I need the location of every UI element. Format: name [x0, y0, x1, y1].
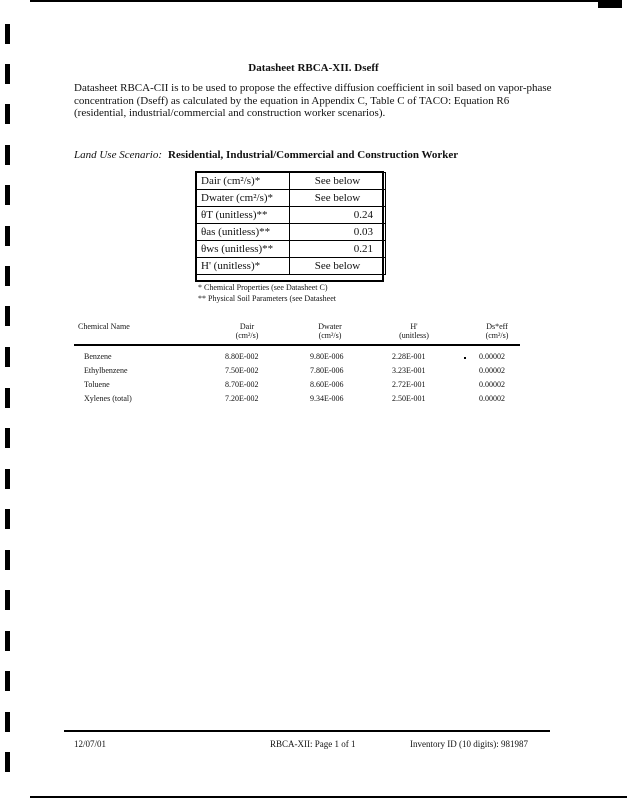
stray-mark [464, 357, 466, 359]
header-dair: Dair (cm²/s) [235, 322, 259, 340]
param-name: θT (unitless)** [197, 207, 290, 224]
binder-hole-mark [5, 347, 10, 367]
h-value: 3.23E-001 [392, 366, 426, 375]
dseff-value: 0.00002 [479, 366, 505, 375]
dseff-value: 0.00002 [479, 352, 505, 361]
dair-value: 7.20E-002 [225, 394, 259, 403]
top-border-line [30, 0, 620, 2]
dair-value: 8.70E-002 [225, 380, 259, 389]
header-dseff: Ds*eff (cm²/s) [485, 322, 509, 340]
param-value: 0.03 [290, 224, 386, 241]
param-name: Dwater (cm²/s)* [197, 190, 290, 207]
param-value: See below [290, 190, 386, 207]
param-row [197, 190, 386, 207]
footer-rule [64, 730, 550, 732]
binder-hole-mark [5, 145, 10, 165]
chemical-name: Ethylbenzene [84, 366, 128, 375]
header-chemical-name: Chemical Name [78, 322, 130, 331]
chemical-name: Toluene [84, 380, 110, 389]
param-value: 0.24 [290, 207, 386, 224]
binder-hole-mark [5, 24, 10, 44]
param-row [197, 258, 386, 275]
binder-hole-mark [5, 509, 10, 529]
param-value: 0.21 [290, 241, 386, 258]
chemical-name: Benzene [84, 352, 112, 361]
footer-inventory: Inventory ID (10 digits): 981987 [410, 739, 528, 749]
param-name: Dair (cm²/s)* [197, 173, 290, 190]
binder-hole-mark [5, 631, 10, 651]
binder-hole-mark [5, 671, 10, 691]
bottom-border-line [30, 796, 627, 798]
header-rule [74, 344, 520, 346]
scenario-label: Land Use Scenario: [74, 149, 162, 161]
footnote-chemical: * Chemical Properties (see Datasheet C) [198, 283, 328, 292]
footer-page: RBCA-XII: Page 1 of 1 [270, 739, 356, 749]
binder-hole-mark [5, 226, 10, 246]
binder-hole-mark [5, 550, 10, 570]
dseff-value: 0.00002 [479, 380, 505, 389]
dseff-value: 0.00002 [479, 394, 505, 403]
h-value: 2.50E-001 [392, 394, 426, 403]
binder-hole-mark [5, 388, 10, 408]
h-value: 2.28E-001 [392, 352, 426, 361]
parameter-table [196, 172, 386, 275]
binder-hole-mark [5, 306, 10, 326]
dwater-value: 9.34E-006 [310, 394, 344, 403]
param-row [197, 207, 386, 224]
param-row [197, 224, 386, 241]
param-name: θws (unitless)** [197, 241, 290, 258]
dair-value: 7.50E-002 [225, 366, 259, 375]
footer-date: 12/07/01 [74, 739, 107, 749]
param-row [197, 241, 386, 258]
param-row [197, 173, 386, 190]
binder-hole-mark [5, 752, 10, 772]
binder-hole-mark [5, 590, 10, 610]
header-h: H' (unitless) [399, 322, 429, 340]
dwater-value: 9.80E-006 [310, 352, 344, 361]
page-title: Datasheet RBCA-XII. Dseff [248, 62, 379, 74]
binder-hole-mark [5, 185, 10, 205]
chemical-name: Xylenes (total) [84, 394, 132, 403]
param-name: H' (unitless)* [197, 258, 290, 275]
top-corner-mark [598, 0, 622, 8]
param-value: See below [290, 258, 386, 275]
intro-paragraph: Datasheet RBCA-CII is to be used to propose the effective diffusion coefficient in soil based on vapor-phase concentration (Dseff) as calculated by the equation in Appendix C, Table C of TACO: Equation R6 (residential, industrial/commercial and construction worker scenarios). [74, 82, 552, 119]
dair-value: 8.80E-002 [225, 352, 259, 361]
binder-hole-mark [5, 104, 10, 124]
param-name: θas (unitless)** [197, 224, 290, 241]
dwater-value: 7.80E-006 [310, 366, 344, 375]
header-dwater: Dwater (cm²/s) [318, 322, 342, 340]
binder-hole-mark [5, 469, 10, 489]
scenario-value: Residential, Industrial/Commercial and Construction Worker [168, 149, 459, 161]
land-use-scenario [74, 149, 458, 161]
param-value: See below [290, 173, 386, 190]
dwater-value: 8.60E-006 [310, 380, 344, 389]
footnotes [198, 282, 336, 304]
footnote-soil: ** Physical Soil Parameters (see Datasheet [198, 294, 336, 303]
binder-hole-mark [5, 428, 10, 448]
binder-hole-mark [5, 266, 10, 286]
binder-hole-mark [5, 712, 10, 732]
h-value: 2.72E-001 [392, 380, 426, 389]
